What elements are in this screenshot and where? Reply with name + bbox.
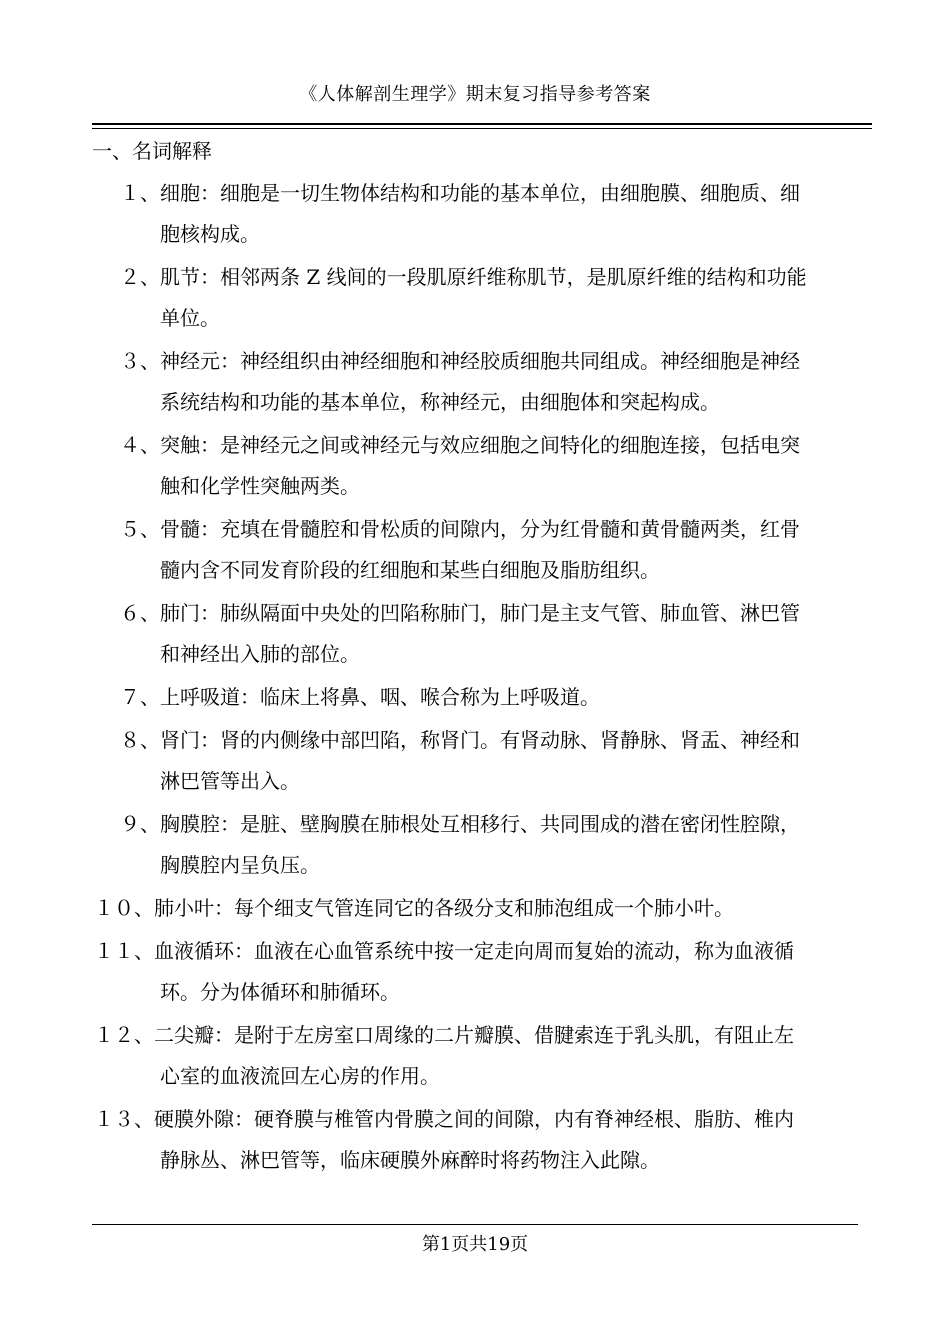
definition-line-2: 系统结构和功能的基本单位，称神经元，由细胞体和突起构成。 xyxy=(160,390,720,414)
definition-entry xyxy=(0,1015,950,1097)
definition-line-2: 胸膜腔内呈负压。 xyxy=(160,853,320,877)
definition-number: １０、 xyxy=(94,896,154,920)
definition-text: 肌节：相邻两条 Z 线间的一段肌原纤维称肌节，是肌原纤维的结构和功能 xyxy=(160,265,807,289)
definition-line-1 xyxy=(0,593,950,634)
definition-text: 神经元：神经组织由神经细胞和神经胶质细胞共同组成。神经细胞是神经 xyxy=(160,349,800,373)
definition-text: 胸膜腔：是脏、壁胸膜在肺根处互相移行、共同围成的潜在密闭性腔隙， xyxy=(160,812,800,836)
definition-line-1 xyxy=(0,720,950,761)
definition-text: 骨髓：充填在骨髓腔和骨松质的间隙内，分为红骨髓和黄骨髓两类，红骨 xyxy=(160,517,800,541)
definition-line-2: 单位。 xyxy=(160,306,220,330)
definition-entry xyxy=(0,720,950,802)
definition-line-1 xyxy=(0,677,950,718)
document-header-title: 《人体解剖生理学》期末复习指导参考答案 xyxy=(299,84,651,105)
definition-number: ９、 xyxy=(120,812,160,836)
definition-line-1 xyxy=(0,1015,950,1056)
definition-line-2: 和神经出入肺的部位。 xyxy=(160,642,360,666)
definition-line-1 xyxy=(0,1099,950,1140)
definition-entry xyxy=(0,425,950,507)
definition-line-1 xyxy=(0,931,950,972)
definition-text: 肾门：肾的内侧缘中部凹陷，称肾门。有肾动脉、肾静脉、肾盂、神经和 xyxy=(160,728,800,752)
definition-number: ２、 xyxy=(120,265,160,289)
header-divider-thick xyxy=(92,123,872,125)
definition-entry xyxy=(0,1099,950,1181)
definition-text: 血液循环：血液在心血管系统中按一定走向周而复始的流动，称为血液循 xyxy=(154,939,794,963)
definition-line-2: 髓内含不同发育阶段的红细胞和某些白细胞及脂肪组织。 xyxy=(160,558,660,582)
definition-entry xyxy=(0,888,950,929)
definition-line-2: 淋巴管等出入。 xyxy=(160,769,300,793)
definition-line-1 xyxy=(0,888,950,929)
definition-entry xyxy=(0,931,950,1013)
definition-entry xyxy=(0,804,950,886)
definition-text: 上呼吸道：临床上将鼻、咽、喉合称为上呼吸道。 xyxy=(160,685,600,709)
definition-number: １２、 xyxy=(94,1023,154,1047)
definition-text: 肺小叶：每个细支气管连同它的各级分支和肺泡组成一个肺小叶。 xyxy=(154,896,734,920)
definition-line-1 xyxy=(0,804,950,845)
definition-text: 二尖瓣：是附于左房室口周缘的二片瓣膜、借腱索连于乳头肌，有阻止左 xyxy=(154,1023,794,1047)
definition-line-1 xyxy=(0,425,950,466)
definition-line-1 xyxy=(0,257,950,298)
definition-text: 肺门：肺纵隔面中央处的凹陷称肺门，肺门是主支气管、肺血管、淋巴管 xyxy=(160,601,800,625)
definition-line-2: 胞核构成。 xyxy=(160,222,260,246)
definition-text: 硬膜外隙：硬脊膜与椎管内骨膜之间的间隙，内有脊神经根、脂肪、椎内 xyxy=(154,1107,794,1131)
definition-list xyxy=(0,173,950,1183)
section-heading: 一、名词解释 xyxy=(92,139,212,163)
definition-entry xyxy=(0,593,950,675)
definition-line-1 xyxy=(0,173,950,214)
definition-entry xyxy=(0,677,950,718)
definition-entry xyxy=(0,341,950,423)
definition-number: ３、 xyxy=(120,349,160,373)
definition-entry xyxy=(0,173,950,255)
definition-text: 突触：是神经元之间或神经元与效应细胞之间特化的细胞连接，包括电突 xyxy=(160,433,800,457)
definition-line-2: 环。分为体循环和肺循环。 xyxy=(160,980,400,1004)
page-number: 第1页共19页 xyxy=(421,1234,529,1255)
definition-text: 细胞：细胞是一切生物体结构和功能的基本单位，由细胞膜、细胞质、细 xyxy=(160,181,800,205)
definition-line-2: 心室的血液流回左心房的作用。 xyxy=(160,1064,440,1088)
definition-number: １３、 xyxy=(94,1107,154,1131)
definition-line-2: 静脉丛、淋巴管等，临床硬膜外麻醉时将药物注入此隙。 xyxy=(160,1148,660,1172)
definition-entry xyxy=(0,509,950,591)
definition-number: ５、 xyxy=(120,517,160,541)
definition-number: ７、 xyxy=(120,685,160,709)
footer-divider xyxy=(92,1224,858,1225)
definition-number: ８、 xyxy=(120,728,160,752)
header-divider-thin xyxy=(92,128,872,129)
definition-entry xyxy=(0,257,950,339)
definition-number: ４、 xyxy=(120,433,160,457)
definition-number: １、 xyxy=(120,181,160,205)
definition-line-1 xyxy=(0,341,950,382)
definition-line-2: 触和化学性突触两类。 xyxy=(160,474,360,498)
definition-number: １１、 xyxy=(94,939,154,963)
definition-number: ６、 xyxy=(120,601,160,625)
definition-line-1 xyxy=(0,509,950,550)
